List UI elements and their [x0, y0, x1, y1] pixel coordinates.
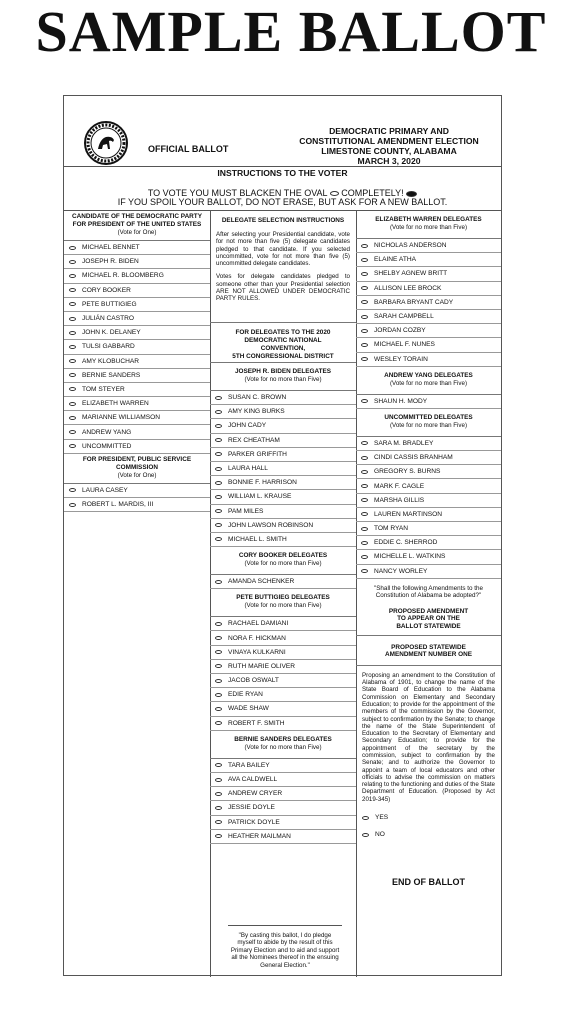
candidate-row[interactable] [356, 550, 501, 564]
candidate-name: MARSHA GILLIS [374, 496, 425, 504]
candidate-name: BERNIE SANDERS [82, 371, 141, 379]
vote-no-option[interactable] [356, 826, 501, 843]
candidate-name: WADE SHAW [228, 705, 269, 713]
candidate-row[interactable] [356, 494, 501, 508]
vote-oval-icon[interactable] [215, 721, 222, 725]
candidate-name: SHAUN H. MODY [374, 397, 428, 405]
vote-oval-icon[interactable] [69, 317, 76, 321]
vote-oval-icon[interactable] [69, 444, 76, 448]
vote-oval-icon[interactable] [215, 509, 222, 513]
candidate-name: NICHOLAS ANDERSON [374, 242, 447, 250]
candidate-row[interactable] [64, 383, 210, 397]
ballot [63, 95, 502, 976]
biden-delegates-header [210, 363, 356, 391]
candidate-row[interactable] [356, 338, 501, 352]
candidate-name: ROBERT L. MARDIS, III [82, 501, 154, 509]
candidate-name: CORY BOOKER [82, 286, 131, 294]
candidate-name: GREGORY S. BURNS [374, 468, 441, 476]
vote-oval-icon[interactable] [361, 329, 368, 333]
vote-oval-icon[interactable] [215, 424, 222, 428]
instr-text: TO VOTE YOU MUST BLACKEN THE OVAL [147, 188, 328, 198]
candidate-name: MICHAEL R. BLOOMBERG [82, 272, 164, 280]
candidate-row[interactable] [210, 816, 356, 830]
vote-oval-icon[interactable] [215, 820, 222, 824]
candidate-name: PETE BUTTIGIEG [82, 300, 137, 308]
candidate-row[interactable] [356, 522, 501, 536]
vote-oval-icon[interactable] [361, 512, 368, 516]
candidate-name: PAM MILES [228, 507, 264, 515]
vote-oval-icon[interactable] [362, 816, 369, 820]
candidate-name: CINDI CASSIS BRANHAM [374, 454, 453, 462]
candidate-row[interactable] [64, 269, 210, 283]
candidate-row[interactable] [210, 533, 356, 547]
vote-oval-icon[interactable] [361, 286, 368, 290]
candidate-row[interactable] [64, 498, 210, 512]
empty-oval-icon [330, 191, 339, 196]
vote-oval-icon[interactable] [215, 537, 222, 541]
candidate-name: ROBERT F. SMITH [228, 719, 285, 727]
vote-oval-icon[interactable] [69, 288, 76, 292]
sanders-delegates-header [210, 731, 356, 759]
candidate-name: JULIÁN CASTRO [82, 315, 135, 323]
candidate-row[interactable] [356, 451, 501, 465]
candidate-row[interactable] [210, 476, 356, 490]
proposed-line: TO APPEAR ON THE [397, 615, 460, 623]
candidate-name: JOHN LAWSON ROBINSON [228, 521, 314, 529]
candidate-name: MARK F. CAGLE [374, 482, 425, 490]
contest-subtitle: (Vote for One) [117, 471, 157, 479]
candidate-row[interactable] [356, 479, 501, 493]
candidate-row[interactable] [356, 296, 501, 310]
vote-oval-icon[interactable] [215, 806, 222, 810]
candidate-row[interactable] [210, 575, 356, 589]
contest-title: CANDIDATE OF THE DEMOCRATIC PARTY FOR PRESIDENT OF THE UNITED STATES [72, 213, 202, 228]
vote-oval-icon[interactable] [361, 272, 368, 276]
vote-oval-icon[interactable] [69, 488, 76, 492]
candidate-name: JOSEPH R. BIDEN [82, 258, 139, 266]
uncommitted-delegates-header [356, 409, 501, 437]
vote-oval-icon[interactable] [215, 495, 222, 499]
party-seal-icon [84, 121, 128, 165]
candidate-name: NANCY WORLEY [374, 567, 428, 575]
candidate-name: SHELBY AGNEW BRITT [374, 270, 448, 278]
candidate-row[interactable] [356, 565, 501, 579]
candidate-row[interactable] [210, 660, 356, 674]
candidate-row[interactable] [64, 440, 210, 454]
candidate-name: EDIE RYAN [228, 691, 263, 699]
vote-oval-icon[interactable] [215, 664, 222, 668]
candidate-row[interactable] [210, 773, 356, 787]
vote-oval-icon[interactable] [361, 484, 368, 488]
candidate-row[interactable] [210, 519, 356, 533]
candidate-name: ALLISON LEE BROCK [374, 284, 442, 292]
vote-oval-icon[interactable] [69, 387, 76, 391]
candidate-name: AVA CALDWELL [228, 776, 278, 784]
contest-title: FOR PRESIDENT, PUBLIC SERVICE COMMISSION [82, 455, 192, 471]
yes-label: YES [375, 814, 389, 822]
candidate-row[interactable] [210, 759, 356, 773]
contest-title: BERNIE SANDERS DELEGATES [234, 735, 332, 743]
ballot-columns [64, 210, 501, 977]
candidate-name: UNCOMMITTED [82, 442, 132, 450]
vote-oval-icon[interactable] [69, 260, 76, 264]
vote-oval-icon[interactable] [361, 315, 368, 319]
vote-oval-icon[interactable] [69, 274, 76, 278]
vote-oval-icon[interactable] [361, 498, 368, 502]
candidate-row[interactable] [210, 646, 356, 660]
amendment-one-heading [356, 636, 501, 666]
candidate-name: ELIZABETH WARREN [82, 400, 149, 408]
amendment-title-line: PROPOSED STATEWIDE [391, 643, 466, 651]
vote-oval-icon[interactable] [361, 343, 368, 347]
candidate-name: VINAYA KULKARNI [228, 648, 286, 656]
contest-subtitle: (Vote for no more than Five) [244, 602, 322, 610]
candidate-name: TULSI GABBARD [82, 343, 135, 351]
candidate-row[interactable] [210, 405, 356, 419]
vote-oval-icon[interactable] [215, 523, 222, 527]
candidate-name: LAURA CASEY [82, 486, 128, 494]
candidate-row[interactable] [64, 484, 210, 498]
contest-subtitle: (Vote for no more than Five) [389, 379, 468, 387]
candidate-row[interactable] [210, 434, 356, 448]
vote-oval-icon[interactable] [69, 345, 76, 349]
candidate-row[interactable] [356, 353, 501, 367]
convention-line: DEMOCRATIC NATIONAL [244, 337, 322, 344]
delegate-instructions-text: After selecting your Presidential candidate, vote for not more than five (5) delegate candidates pledged to that candidate. If you selected uncommitted, vote for not more than five (5) uncommitted delegate candidates. [216, 231, 350, 268]
vote-oval-icon[interactable] [215, 679, 222, 683]
buttigieg-delegates-header [210, 589, 356, 617]
filled-oval-icon [406, 191, 417, 197]
candidate-row[interactable] [210, 830, 356, 844]
vote-oval-icon[interactable] [69, 503, 76, 507]
candidate-name: TOM STEYER [82, 385, 125, 393]
contest-subtitle: (Vote for no more than Five) [244, 560, 322, 568]
convention-line: FOR DELEGATES TO THE 2020 [235, 329, 331, 336]
vote-yes-option[interactable] [356, 809, 501, 826]
candidate-name: ANDREW YANG [82, 428, 132, 436]
candidate-row[interactable] [210, 391, 356, 405]
president-contest-header [64, 211, 210, 241]
candidate-name: MARIANNE WILLIAMSON [82, 414, 161, 422]
vote-oval-icon[interactable] [215, 438, 222, 442]
candidate-name: AMY KING BURKS [228, 408, 285, 416]
candidate-name: LAURA HALL [228, 465, 268, 473]
candidate-name: BONNIE F. HARRISON [228, 479, 297, 487]
candidate-row[interactable] [64, 397, 210, 411]
psc-contest-header [64, 454, 210, 484]
candidate-name: JOHN CADY [228, 422, 267, 430]
vote-oval-icon[interactable] [361, 300, 368, 304]
vote-oval-icon[interactable] [215, 707, 222, 711]
vote-oval-icon[interactable] [69, 246, 76, 250]
delegate-instructions-title: DELEGATE SELECTION INSTRUCTIONS [221, 217, 345, 224]
candidate-name: TOM RYAN [374, 525, 409, 533]
vote-oval-icon[interactable] [215, 636, 222, 640]
candidate-row[interactable] [210, 490, 356, 504]
sample-ballot-title: SAMPLE BALLOT [35, 0, 547, 64]
candidate-name: RUTH MARIE OLIVER [228, 662, 296, 670]
official-ballot-label: OFFICIAL BALLOT [148, 144, 229, 154]
candidate-name: JORDAN COZBY [374, 327, 426, 335]
ballot-header [64, 96, 501, 167]
candidate-row[interactable] [356, 267, 501, 281]
vote-oval-icon[interactable] [361, 399, 368, 403]
delegate-instructions [210, 211, 356, 323]
no-label: NO [375, 831, 385, 839]
candidate-row[interactable] [356, 310, 501, 324]
warren-delegates-header [356, 211, 501, 239]
vote-oval-icon[interactable] [215, 778, 222, 782]
vote-oval-icon[interactable] [215, 622, 222, 626]
vote-oval-icon[interactable] [69, 416, 76, 420]
proposed-line: PROPOSED AMENDMENT [388, 607, 469, 615]
candidate-name: EDDIE C. SHERROD [374, 539, 438, 547]
proposed-amendment-heading [356, 602, 501, 635]
candidate-row[interactable] [64, 355, 210, 369]
candidate-name: SARA M. BRADLEY [374, 439, 434, 447]
contest-title: UNCOMMITTED DELEGATES [384, 413, 473, 421]
candidate-name: JACOB OSWALT [228, 677, 279, 685]
candidate-name: MICHAEL BENNET [82, 244, 140, 252]
column-delegates-a [210, 211, 357, 977]
candidate-row[interactable] [356, 508, 501, 522]
election-line: LIMESTONE COUNTY, ALABAMA [321, 146, 457, 156]
vote-oval-icon[interactable] [215, 650, 222, 654]
vote-oval-icon[interactable] [361, 258, 368, 262]
candidate-name: NORA F. HICKMAN [228, 634, 286, 642]
candidate-name: AMY KLOBUCHAR [82, 357, 140, 365]
contest-subtitle: (Vote for no more than Five) [244, 743, 322, 751]
vote-oval-icon[interactable] [361, 470, 368, 474]
vote-oval-icon[interactable] [361, 244, 368, 248]
contest-subtitle: (Vote for no more than Five) [244, 376, 322, 383]
contest-subtitle: (Vote for no more than Five) [389, 224, 468, 231]
candidate-row[interactable] [356, 465, 501, 479]
instructions-title: INSTRUCTIONS TO THE VOTER [217, 168, 348, 178]
candidate-row[interactable] [64, 369, 210, 383]
candidate-name: JOHN K. DELANEY [82, 329, 141, 337]
vote-oval-icon[interactable] [361, 441, 368, 445]
amendment-question: "Shall the following Amendments to the Constitution of Alabama be adopted?" [374, 584, 483, 600]
candidate-row[interactable] [64, 241, 210, 255]
vote-oval-icon[interactable] [69, 302, 76, 306]
candidate-name: HEATHER MAILMAN [228, 832, 291, 840]
booker-delegates-header [210, 547, 356, 575]
vote-oval-icon[interactable] [69, 430, 76, 434]
election-line: CONSTITUTIONAL AMENDMENT ELECTION [299, 136, 479, 146]
candidate-row[interactable] [210, 787, 356, 801]
candidate-name: PARKER GRIFFITH [228, 450, 287, 458]
candidate-name: RACHAEL DAMIANI [228, 620, 289, 628]
vote-oval-icon[interactable] [361, 541, 368, 545]
amendment-title-line: AMENDMENT NUMBER ONE [385, 651, 472, 659]
delegate-instructions-text: Votes for delegate candidates pledged to someone other than your Presidential selection ARE NOT ALLOWED UNDER DEMOCRATIC PARTY RULES. [216, 273, 350, 303]
column-delegates-b [356, 211, 501, 977]
candidate-row[interactable] [356, 437, 501, 451]
vote-oval-icon[interactable] [361, 357, 368, 361]
candidate-row[interactable] [210, 702, 356, 716]
candidate-name: SARAH CAMPBELL [374, 313, 434, 321]
candidate-row[interactable] [210, 505, 356, 519]
vote-oval-icon[interactable] [69, 402, 76, 406]
vote-oval-icon[interactable] [361, 555, 368, 559]
vote-oval-icon[interactable] [215, 481, 222, 485]
vote-oval-icon[interactable] [69, 373, 76, 377]
convention-line: CONVENTION, [260, 345, 306, 352]
contest-title: ELIZABETH WARREN DELEGATES [375, 216, 482, 223]
candidate-name: MICHELLE L. WATKINS [374, 553, 446, 561]
vote-oval-icon[interactable] [362, 833, 369, 837]
vote-oval-icon[interactable] [215, 410, 222, 414]
convention-line: 5TH CONGRESSIONAL DISTRICT [232, 353, 334, 360]
candidate-row[interactable] [356, 239, 501, 253]
amendment-text: Proposing an amendment to the Constitution of Alabama of 1901, to change the name of the State Board of Education to the Alabama Commission on Elementary and Secondary Education; to provide for the appointment of the members of the commission by the Governor, subject to confirmation by the Senate; to change the name of the State Superintendent of Education to the Secretary of Elementary and Secondary Education; to provide for the appointment of the secretary by the commission, subject to confirmation by the Senate; and to authorize the Governor to appoint a team of local educators and other officials to advise the commission on matters relating to the functioning and duties of the State Department of Education. (Proposed by Act 2019-345) [362, 671, 495, 803]
instructions-line-2: IF YOU SPOIL YOUR BALLOT, DO NOT ERASE, BUT ASK FOR A NEW BALLOT. [117, 197, 448, 207]
instr-text: COMPLETELY! [341, 188, 404, 198]
candidate-row[interactable] [64, 284, 210, 298]
vote-oval-icon[interactable] [215, 792, 222, 796]
contest-title: PETE BUTTIGIEG DELEGATES [236, 594, 330, 602]
candidate-row[interactable] [210, 419, 356, 433]
candidate-name: AMANDA SCHENKER [228, 578, 295, 586]
candidate-name: ANDREW CRYER [228, 790, 283, 798]
candidate-name: SUSAN C. BROWN [228, 394, 287, 402]
contest-title: CORY BOOKER DELEGATES [238, 552, 328, 560]
convention-header [210, 323, 356, 363]
candidate-name: WILLIAM L. KRAUSE [228, 493, 292, 501]
contest-title: ANDREW YANG DELEGATES [384, 371, 473, 379]
vote-oval-icon[interactable] [215, 763, 222, 767]
vote-oval-icon[interactable] [361, 527, 368, 531]
candidate-row[interactable] [64, 340, 210, 354]
candidate-row[interactable] [210, 674, 356, 688]
candidate-name: BARBARA BRYANT CADY [374, 298, 454, 306]
candidate-row[interactable] [64, 411, 210, 425]
vote-oval-icon[interactable] [215, 452, 222, 456]
candidate-row[interactable] [356, 536, 501, 550]
vote-oval-icon[interactable] [215, 834, 222, 838]
contest-subtitle: (Vote for no more than Five) [389, 421, 468, 429]
contest-subtitle: (Vote for One) [117, 229, 157, 236]
candidate-row[interactable] [64, 326, 210, 340]
candidate-row[interactable] [210, 448, 356, 462]
candidate-row[interactable] [356, 324, 501, 338]
candidate-row[interactable] [210, 688, 356, 702]
candidate-name: MICHAEL F. NUNES [374, 341, 435, 349]
candidate-row[interactable] [64, 255, 210, 269]
pledge-statement: "By casting this ballot, I do pledge myself to abide by the result of this Primary Election and to aid and support all the Nominees thereof in the ensuing General Election." [228, 925, 342, 976]
candidate-row[interactable] [64, 425, 210, 439]
candidate-name: REX CHEATHAM [228, 436, 280, 444]
candidate-row[interactable] [210, 717, 356, 731]
vote-oval-icon[interactable] [215, 467, 222, 471]
vote-oval-icon[interactable] [361, 456, 368, 460]
vote-oval-icon[interactable] [361, 569, 368, 573]
end-of-ballot: END OF BALLOT [392, 877, 465, 888]
candidate-row[interactable] [210, 631, 356, 645]
election-title [289, 126, 489, 166]
candidate-row[interactable] [356, 282, 501, 296]
amendment-question-box [356, 579, 501, 636]
candidate-row[interactable] [356, 253, 501, 267]
vote-oval-icon[interactable] [69, 359, 76, 363]
vote-oval-icon[interactable] [215, 396, 222, 400]
candidate-name: JESSIE DOYLE [228, 804, 275, 812]
candidate-name: TARA BAILEY [228, 761, 270, 769]
vote-oval-icon[interactable] [215, 693, 222, 697]
candidate-row[interactable] [64, 312, 210, 326]
vote-oval-icon[interactable] [215, 580, 222, 584]
candidate-name: LAUREN MARTINSON [374, 510, 443, 518]
candidate-row[interactable] [210, 801, 356, 815]
vote-oval-icon[interactable] [69, 331, 76, 335]
candidate-row[interactable] [210, 462, 356, 476]
candidate-row[interactable] [210, 617, 356, 631]
candidate-name: WESLEY TORAIN [374, 355, 428, 363]
candidate-name: PATRICK DOYLE [228, 818, 280, 826]
contest-title: JOSEPH R. BIDEN DELEGATES [234, 368, 332, 375]
candidate-name: ELAINE ATHA [374, 256, 417, 264]
election-line: MARCH 3, 2020 [357, 156, 421, 166]
election-line: DEMOCRATIC PRIMARY AND [329, 126, 449, 136]
candidate-row[interactable] [356, 395, 501, 409]
yang-delegates-header [356, 367, 501, 395]
candidate-name: MICHAEL L. SMITH [228, 535, 287, 543]
candidate-row[interactable] [64, 298, 210, 312]
column-president [64, 211, 211, 977]
proposed-line: BALLOT STATEWIDE [396, 622, 461, 630]
